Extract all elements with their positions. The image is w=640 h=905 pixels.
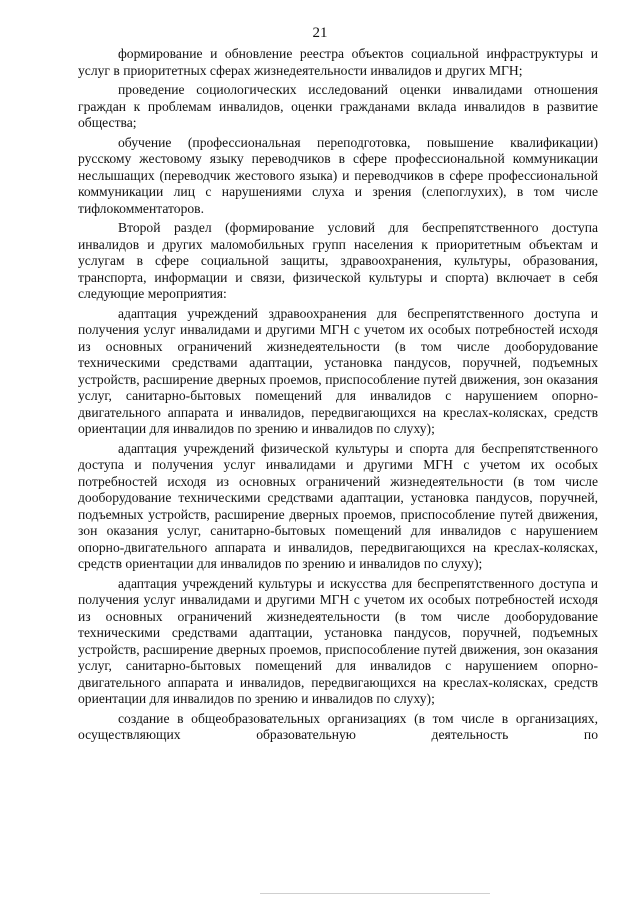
paragraph: адаптация учреждений культуры и искусства для беспрепятственного доступа и получения услуг инвалидами и другими МГН с учетом их особых потребностей исходя из основных ограничений жизнедеятельности (в том числе дооборудование техническими средствами адаптации, установка пандусов, поручней, подъемных устройств, расширение дверных проемов, приспособление путей движения, зон оказания услуг, санитарно-бытовых помещений для инвалидов с нарушением опорно-двигательного аппарата и инвалидов, передвигающихся на креслах-колясках, средств ориентации для инвалидов по зрению и инвалидов по слуху); <box>78 575 598 706</box>
page-number: 21 <box>312 25 328 41</box>
paragraph: Второй раздел (формирование условий для беспрепятственного доступа инвалидов и других маломобильных групп населения к приоритетным объектам и услугам в сфере социальной защиты, здравоохранения, культуры, образования, транспорта, информации и связи, физической культуры и спорта) включает в себя следующие мероприятия: <box>78 220 598 301</box>
paragraph: проведение социологических исследований оценки инвалидами отношения граждан к проблемам инвалидов, оценки гражданами вклада инвалидов в развитие общества; <box>78 82 598 130</box>
paragraph: адаптация учреждений физической культуры и спорта для беспрепятственного доступа и получения услуг инвалидами и другими МГН с учетом их особых потребностей исходя из основных ограничений жизнедеятельности (в том числе дооборудование техническими средствами адаптации, установка пандусов, поручней, подъемных устройств, расширение дверных проемов, приспособление путей движения, зон оказания услуг, санитарно-бытовых помещений для инвалидов с нарушением опорно-двигательного аппарата и инвалидов, передвигающихся на креслах-колясках, средств ориентации для инвалидов по зрению и инвалидов по слуху); <box>78 440 598 571</box>
document-body <box>78 46 598 747</box>
paragraph: создание в общеобразовательных организациях (в том числе в организациях, осуществляющих образовательную деятельность по <box>78 710 598 742</box>
paragraph: адаптация учреждений здравоохранения для беспрепятственного доступа и получения услуг инвалидами и другими МГН с учетом их особых потребностей исходя из основных ограничений жизнедеятельности (в том числе дооборудование техническими средствами адаптации, установка пандусов, поручней, подъемных устройств, расширение дверных проемов, приспособление путей движения, зон оказания услуг, санитарно-бытовых помещений для инвалидов с нарушением опорно-двигательного аппарата и инвалидов, передвигающихся на креслах-колясках, средств ориентации для инвалидов по зрению и инвалидов по слуху); <box>78 305 598 436</box>
page-edge-divider <box>260 893 490 894</box>
paragraph: обучение (профессиональная переподготовка, повышение квалификации) русскому жестовому языку переводчиков в сфере профессиональной коммуникации неслышащих (переводчик жестового языка) и переводчиков в сфере профессиональной коммуникации лиц с нарушениями слуха и зрения (слепоглухих), в том числе тифлокомментаторов. <box>78 134 598 216</box>
paragraph: формирование и обновление реестра объектов социальной инфраструктуры и услуг в приоритетных сферах жизнедеятельности инвалидов и других МГН; <box>78 46 598 78</box>
